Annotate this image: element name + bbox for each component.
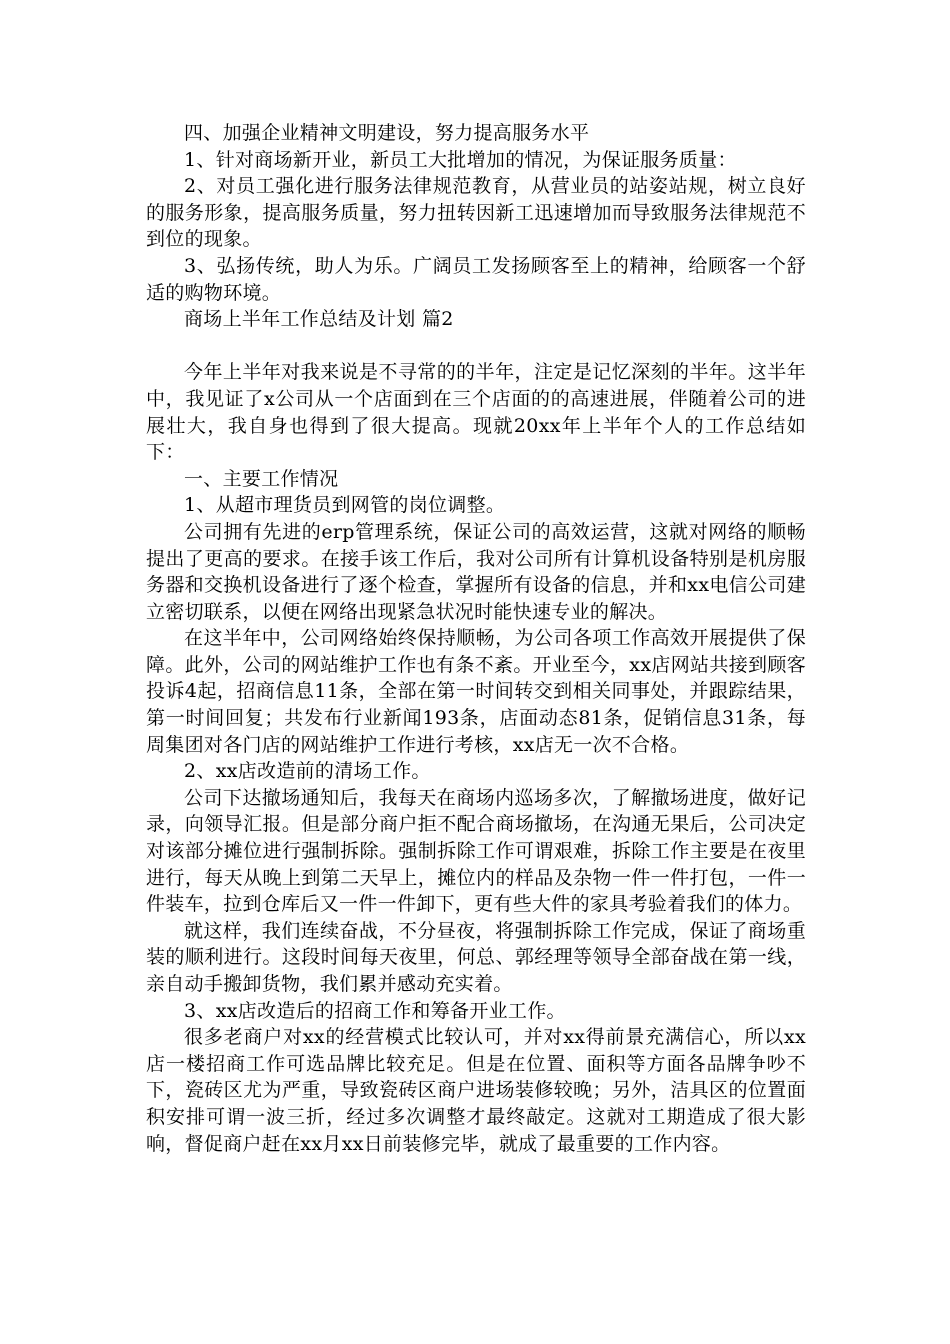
paragraph: 1、针对商场新开业，新员工大批增加的情况，为保证服务质量： (184, 148, 737, 171)
paragraph: 今年上半年对我来说是不寻常的的半年，注定是记忆深刻的半年。这半年中，我见证了x公司从一个店面到在三个店面的的高速进展，伴随着公司的进展壮大，我自身也得到了很大提高。现就20xx年上半年个人的工作总结如下： (146, 361, 806, 464)
subsection-heading: 3、xx店改造后的招商工作和筹备开业工作。 (184, 999, 566, 1022)
document-page (146, 120, 806, 1157)
paragraph: 在这半年中，公司网络始终保持顺畅，为公司各项工作高效开展提供了保障。此外，公司的网站维护工作也有条不紊。开业至今，xx店网站共接到顾客投诉4起，招商信息11条，全部在第一时间转交到相关同事处，并跟踪结果，第一时间回复；共发布行业新闻193条，店面动态81条，促销信息31条，每周集团对各门店的网站维护工作进行考核，xx店无一次不合格。 (146, 627, 806, 756)
section-heading: 四、加强企业精神文明建设，努力提高服务水平 (184, 122, 590, 144)
subsection-heading: 1、从超市理货员到网管的岗位调整。 (184, 494, 506, 517)
paragraph: 很多老商户对xx的经营模式比较认可，并对xx得前景充满信心，所以xx店一楼招商工作可选品牌比较充足。但是在位置、面积等方面各品牌争吵不下，瓷砖区尤为严重，导致瓷砖区商户进场装修较晚；另外，洁具区的位置面积安排可谓一波三折，经过多次调整才最终敲定。这就对工期造成了很大影响，督促商户赶在xx月xx日前装修完毕，就成了最重要的工作内容。 (146, 1026, 806, 1155)
article-title: 商场上半年工作总结及计划 篇2 (184, 308, 454, 331)
paragraph: 就这样，我们连续奋战，不分昼夜，将强制拆除工作完成，保证了商场重装的顺利进行。这段时间每天夜里，何总、郭经理等领导全部奋战在第一线，亲自动手搬卸货物，我们累并感动充实着。 (146, 919, 806, 995)
paragraph: 2、对员工强化进行服务法律规范教育，从营业员的站姿站规，树立良好的服务形象，提高服务质量，努力扭转因新工迅速增加而导致服务法律规范不到位的现象。 (146, 175, 806, 251)
blank-line (146, 333, 806, 360)
section-heading: 一、主要工作情况 (184, 467, 339, 490)
subsection-heading: 2、xx店改造前的清场工作。 (184, 760, 431, 783)
paragraph: 公司拥有先进的erp管理系统，保证公司的高效运营，这就对网络的顺畅提出了更高的要求。在接手该工作后，我对公司所有计算机设备特别是机房服务器和交换机设备进行了逐个检查，掌握所有设备的信息，并和xx电信公司建立密切联系，以便在网络出现紧急状况时能快速专业的解决。 (146, 520, 806, 623)
paragraph: 公司下达撤场通知后，我每天在商场内巡场多次，了解撤场进度，做好记录，向领导汇报。但是部分商户拒不配合商场撤场，在沟通无果后，公司决定对该部分摊位进行强制拆除。强制拆除工作可谓艰难，拆除工作主要是在夜里进行，每天从晚上到第二天早上，摊位内的样品及杂物一件一件打包，一件一件装车，拉到仓库后又一件一件卸下，更有些大件的家具考验着我们的体力。 (146, 786, 806, 916)
paragraph: 3、弘扬传统，助人为乐。广阔员工发扬顾客至上的精神，给顾客一个舒适的购物环境。 (146, 254, 806, 304)
